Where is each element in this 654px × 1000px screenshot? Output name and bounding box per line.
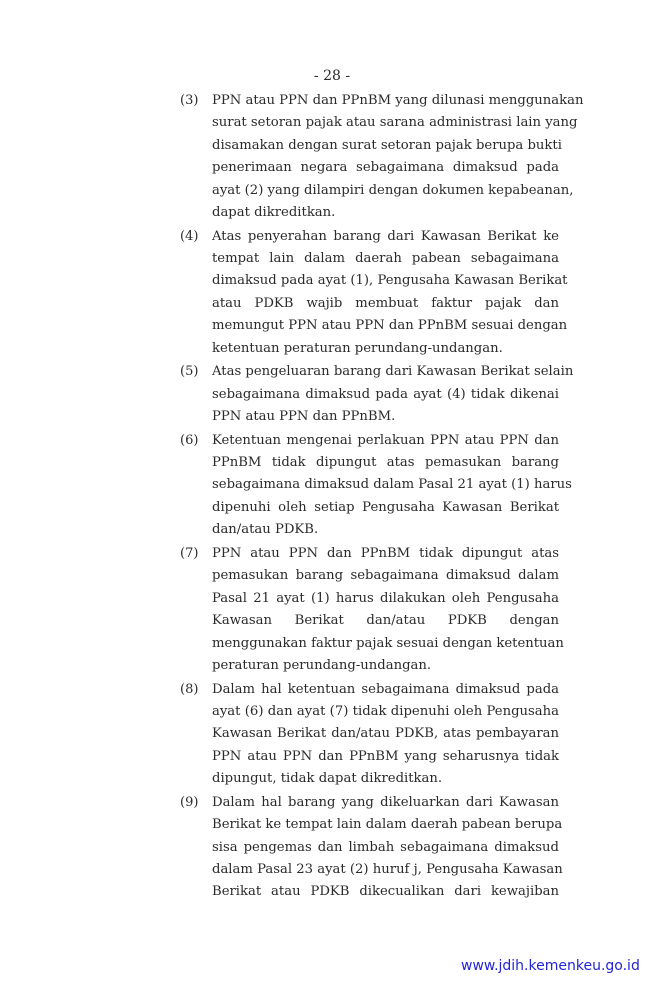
page-number: - 28 - bbox=[313, 68, 351, 84]
text-line: surat setoran pajak atau sarana administrasi lain yang bbox=[212, 115, 578, 131]
clause-number: (9) bbox=[180, 794, 199, 810]
clause-item bbox=[180, 430, 572, 542]
text-line: tempat lain dalam daerah pabean sebagaimana bbox=[212, 251, 559, 267]
text-line: PPN atau PPN dan PPnBM tidak dipungut atas bbox=[212, 545, 559, 561]
clause-number: (3) bbox=[180, 93, 199, 108]
clause-text bbox=[212, 430, 572, 542]
clause-text bbox=[212, 361, 574, 428]
clause-item bbox=[180, 543, 564, 677]
clause-number: (4) bbox=[180, 228, 199, 244]
clause-number: (6) bbox=[180, 432, 199, 448]
clause-item bbox=[180, 792, 563, 904]
text-line: dimaksud pada ayat (1), Pengusaha Kawasan Berikat bbox=[212, 273, 568, 289]
text-line: Atas penyerahan barang dari Kawasan Berikat ke bbox=[212, 228, 559, 244]
text-line: PPN atau PPN dan PPnBM. bbox=[212, 409, 396, 425]
text-line: Berikat atau PDKB dikecualikan dari kewajiban bbox=[212, 884, 559, 900]
clause-text bbox=[212, 226, 568, 360]
text-line: dan/atau PDKB. bbox=[212, 522, 319, 538]
text-line: ayat (6) dan ayat (7) tidak dipenuhi oleh Pengusaha bbox=[212, 703, 559, 719]
text-line: dipenuhi oleh setiap Pengusaha Kawasan Berikat bbox=[212, 499, 559, 515]
text-line: sisa pengemas dan limbah sebagaimana dimaksud bbox=[212, 839, 559, 855]
clause-item bbox=[180, 90, 584, 224]
clause-number: (7) bbox=[180, 545, 199, 561]
text-line: penerimaan negara sebagaimana dimaksud pada bbox=[212, 160, 559, 176]
text-line: peraturan perundang-undangan. bbox=[212, 657, 432, 673]
text-line: pemasukan barang sebagaimana dimaksud dalam bbox=[212, 568, 559, 584]
text-line: disamakan dengan surat setoran pajak berupa bukti bbox=[212, 137, 562, 153]
text-line: Atas pengeluaran barang dari Kawasan Berikat selain bbox=[212, 364, 574, 380]
text-line: dipungut, tidak dapat dikreditkan. bbox=[212, 771, 443, 787]
text-line: PPN atau PPN dan PPnBM yang seharusnya tidak bbox=[212, 748, 559, 764]
text-line: sebagaimana dimaksud dalam Pasal 21 ayat (1) harus bbox=[212, 477, 572, 493]
text-line: Ketentuan mengenai perlakuan PPN atau PPN dan bbox=[212, 432, 559, 448]
text-line: Berikat ke tempat lain dalam daerah pabean berupa bbox=[212, 817, 563, 833]
text-line: atau PDKB wajib membuat faktur pajak dan bbox=[212, 295, 559, 311]
clause-text bbox=[212, 90, 584, 224]
text-line: PPnBM tidak dipungut atas pemasukan barang bbox=[212, 455, 559, 471]
clause-text bbox=[212, 543, 564, 677]
clause-number: (8) bbox=[180, 681, 199, 697]
text-line: Kawasan Berikat dan/atau PDKB, atas pembayaran bbox=[212, 726, 559, 742]
text-line: dalam Pasal 23 ayat (2) huruf j, Pengusaha Kawasan bbox=[212, 861, 563, 877]
text-line: PPN atau PPN dan PPnBM yang dilunasi menggunakan bbox=[212, 93, 584, 108]
text-line: ayat (2) yang dilampiri dengan dokumen kepabeanan, bbox=[212, 182, 574, 198]
text-line: ketentuan peraturan perundang-undangan. bbox=[212, 340, 503, 356]
clause-item bbox=[180, 226, 568, 360]
clause-number: (5) bbox=[180, 364, 199, 380]
footer-url: www.jdih.kemenkeu.go.id bbox=[461, 958, 640, 974]
text-line: menggunakan faktur pajak sesuai dengan ketentuan bbox=[212, 635, 564, 651]
text-line: Dalam hal barang yang dikeluarkan dari Kawasan bbox=[212, 794, 559, 810]
text-line: Kawasan Berikat dan/atau PDKB dengan bbox=[212, 613, 559, 629]
text-line: Dalam hal ketentuan sebagaimana dimaksud pada bbox=[212, 681, 559, 697]
text-line: Pasal 21 ayat (1) harus dilakukan oleh Pengusaha bbox=[212, 590, 559, 606]
clause-text bbox=[212, 792, 563, 904]
document-body bbox=[180, 90, 584, 905]
clause-item bbox=[180, 361, 574, 428]
text-line: memungut PPN atau PPN dan PPnBM sesuai dengan bbox=[212, 318, 568, 334]
text-line: dapat dikreditkan. bbox=[212, 205, 336, 221]
clause-text bbox=[212, 679, 559, 791]
text-line: sebagaimana dimaksud pada ayat (4) tidak dikenai bbox=[212, 386, 559, 402]
clause-item bbox=[180, 679, 560, 791]
